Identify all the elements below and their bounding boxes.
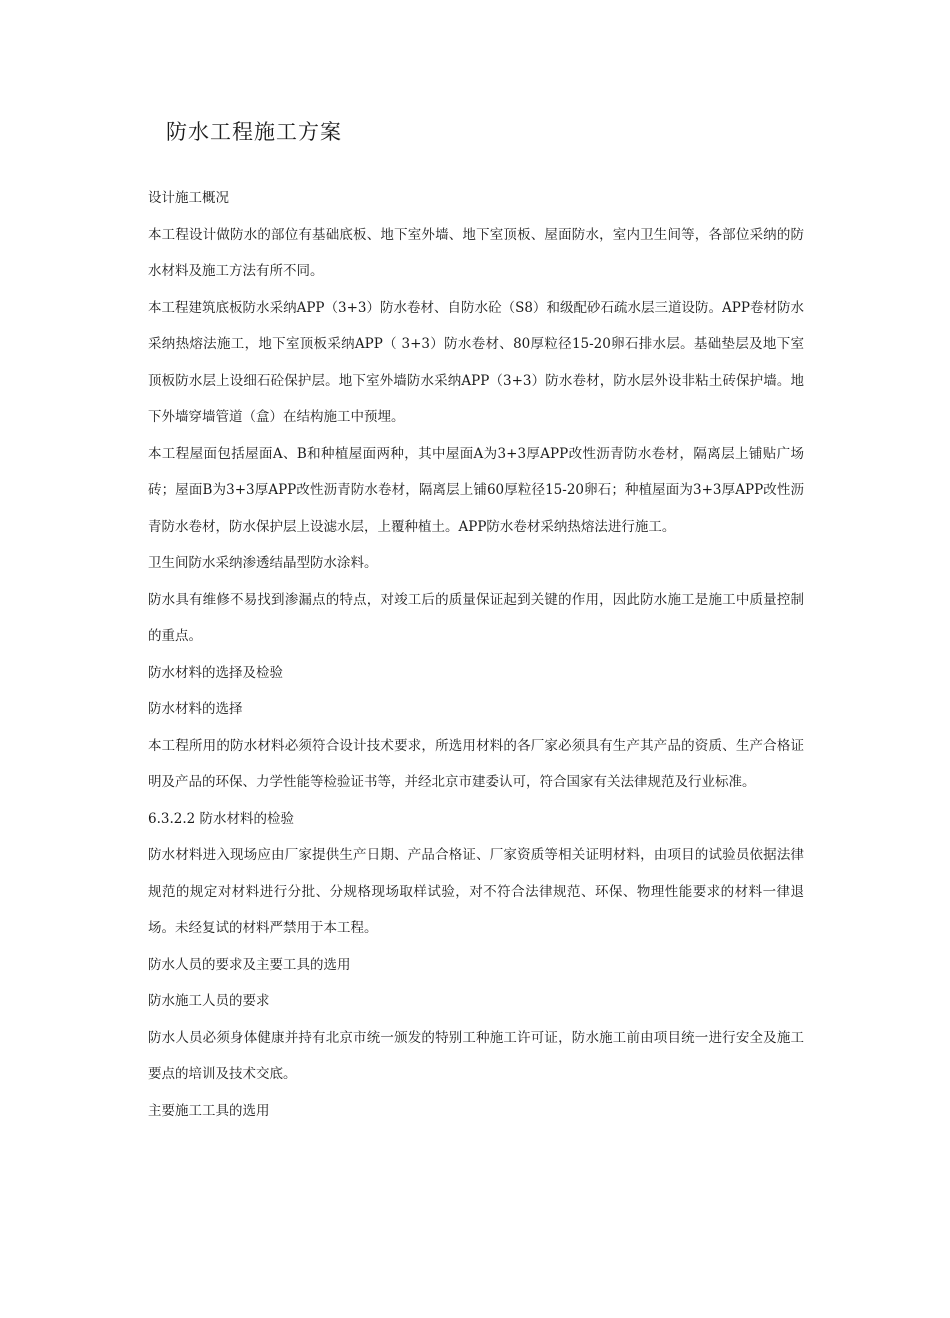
paragraph-bathroom-waterproofing: 卫生间防水采纳渗透结晶型防水涂料。: [148, 555, 378, 571]
document-title: 防水工程施工方案: [166, 120, 342, 144]
subheading-material-selection: 防水材料的选择: [148, 701, 243, 717]
section-heading-personnel-tools: 防水人员的要求及主要工具的选用: [148, 956, 351, 973]
paragraph-quality-control: 防水具有维修不易找到渗漏点的特点，对竣工后的质量保证起到关键的作用，因此防水施工是施工中质量控制的重点。: [148, 591, 804, 644]
subheading-personnel-requirements: 防水施工人员的要求: [148, 993, 270, 1009]
document-body: [148, 180, 804, 1129]
subheading-tool-selection: 主要施工工具的选用: [148, 1102, 270, 1119]
paragraph-personnel-licensing: 防水人员必须身体健康并持有北京市统一颁发的特别工种施工许可证，防水施工前由项目统一进行安全及施工要点的培训及技术交底。: [148, 1029, 804, 1082]
subheading-material-inspection: 6.3.2.2 防水材料的检验: [148, 810, 295, 827]
paragraph-basement-waterproofing: 本工程建筑底板防水采纳APP（3+3）防水卷材、自防水砼（S8）和级配砂石疏水层三道设防。APP卷材防水采纳热熔法施工，地下室顶板采纳APP（ 3+3）防水卷材、80厚粒径15-20卵石排水层。基础垫层及地下室顶板防水层上设细石砼保护层。地下室外墙防水采纳APP（3+3）防水卷材，防水层外设非粘土砖保护墙。地下外墙穿墙管道（盒）在结构施工中预埋。: [148, 299, 804, 425]
paragraph-waterproof-locations: 本工程设计做防水的部位有基础底板、地下室外墙、地下室顶板、屋面防水，室内卫生间等，各部位采纳的防水材料及施工方法有所不同。: [148, 226, 804, 279]
paragraph-material-testing: 防水材料进入现场应由厂家提供生产日期、产品合格证、厂家资质等相关证明材料，由项目的试验员依据法律规范的规定对材料进行分批、分规格现场取样试验，对不符合法律规范、环保、物理性能要求的材料一律退场。未经复试的材料严禁用于本工程。: [148, 847, 804, 936]
section-heading-design-overview: 设计施工概况: [148, 190, 229, 206]
paragraph-material-requirements: 本工程所用的防水材料必须符合设计技术要求，所选用材料的各厂家必须具有生产其产品的资质、生产合格证明及产品的环保、力学性能等检验证书等，并经北京市建委认可，符合国家有关法律规范及行业标准。: [148, 737, 804, 790]
paragraph-roof-waterproofing: 本工程屋面包括屋面A、B和种植屋面两种，其中屋面A为3+3厚APP改性沥青防水卷材，隔离层上铺贴广场砖；屋面B为3+3厚APP改性沥青防水卷材，隔离层上铺60厚粒径15-20卵石；种植屋面为3+3厚APP改性沥青防水卷材，防水保护层上设滤水层，上覆种植土。APP防水卷材采纳热熔法进行施工。: [148, 445, 804, 535]
section-heading-material-selection-inspection: 防水材料的选择及检验: [148, 664, 283, 681]
